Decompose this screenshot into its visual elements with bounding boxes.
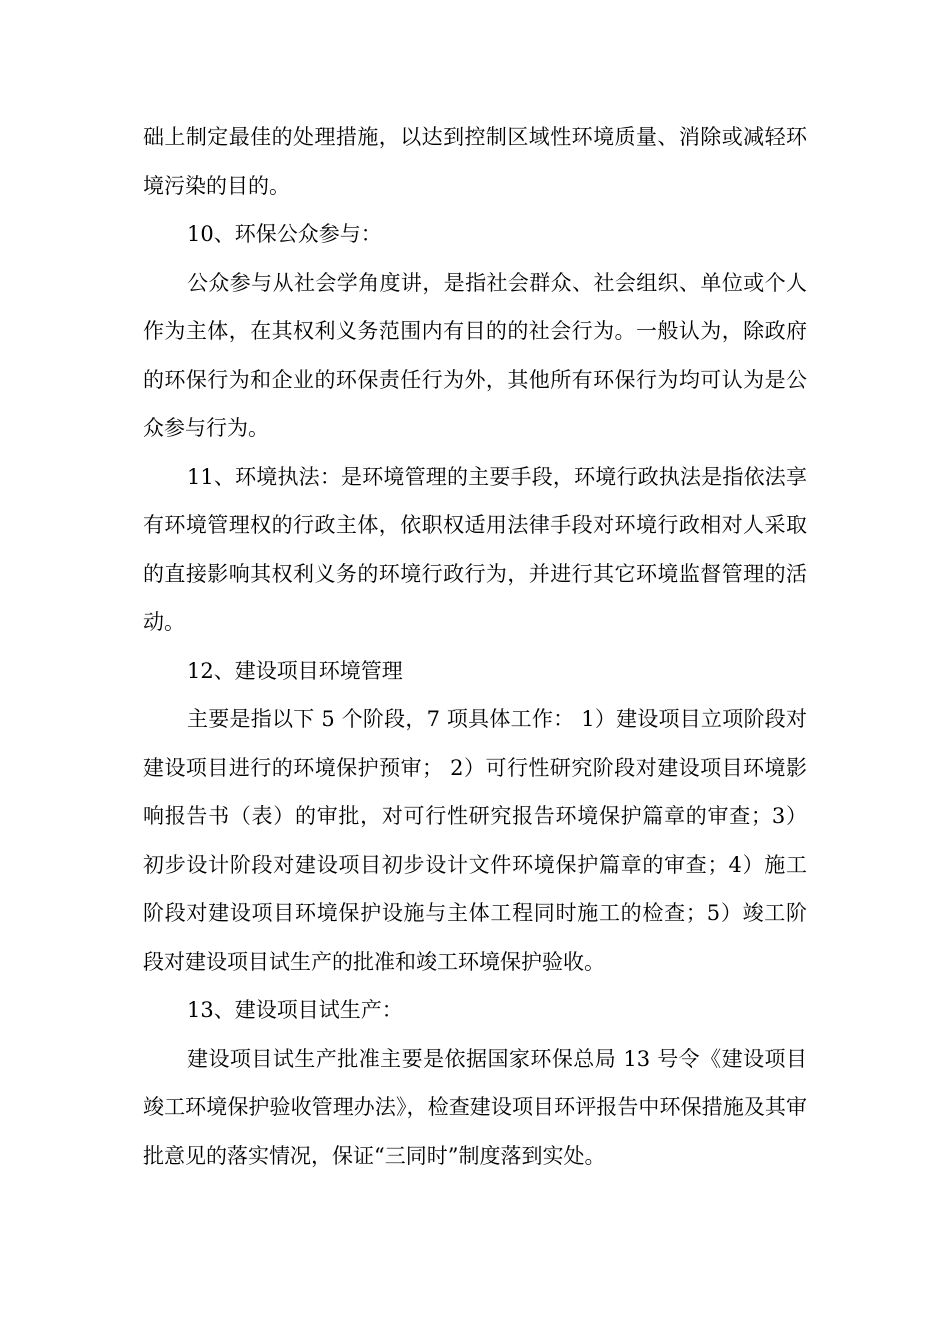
heading-12-project-management: 12、建设项目环境管理 (187, 658, 403, 683)
heading-13-trial-production: 13、建设项目试生产： (187, 998, 403, 1022)
paragraph-project-management-stages: 主要是指以下 5 个阶段，7 项具体工作： 1）建设项目立项阶段对建设项目进行的环境保护预审； 2）可行性研究阶段对建设项目环境影响报告书（表）的审批，对可行性研究报告环境保护篇章的审查；3）初步设计阶段对建设项目初步设计文件环境保护篇章的审查；4）施工阶段对建设项目环境保护设施与主体工程同时施工的检查；5）竣工阶段对建设项目试生产的批准和竣工环境保护验收。 (143, 707, 807, 974)
paragraph-trial-production: 建设项目试生产批准主要是依据国家环保总局 13 号令《建设项目竣工环境保护验收管理办法》，检查建设项目环评报告中环保措施及其审批意见的落实情况，保证“三同时”制度落到实处。 (143, 1046, 807, 1168)
heading-10-public-participation: 10、环保公众参与： (187, 222, 382, 246)
paragraph-continuation: 础上制定最佳的处理措施，以达到控制区域性环境质量、消除或减轻环境污染的目的。 (143, 125, 807, 198)
paragraph-11-environmental-enforcement: 11、环境执法：是环境管理的主要手段，环境行政执法是指依法享有环境管理权的行政主体，依职权适用法律手段对环境行政相对人采取的直接影响其权利义务的环境行政行为，并进行其它环境监督管理的活动。 (143, 464, 807, 634)
paragraph-public-participation: 公众参与从社会学角度讲，是指社会群众、社会组织、单位或个人作为主体，在其权利义务范围内有目的的社会行为。一般认为，除政府的环保行为和企业的环保责任行为外，其他所有环保行为均可认为是公众参与行为。 (143, 270, 807, 440)
document-body (143, 113, 807, 1180)
